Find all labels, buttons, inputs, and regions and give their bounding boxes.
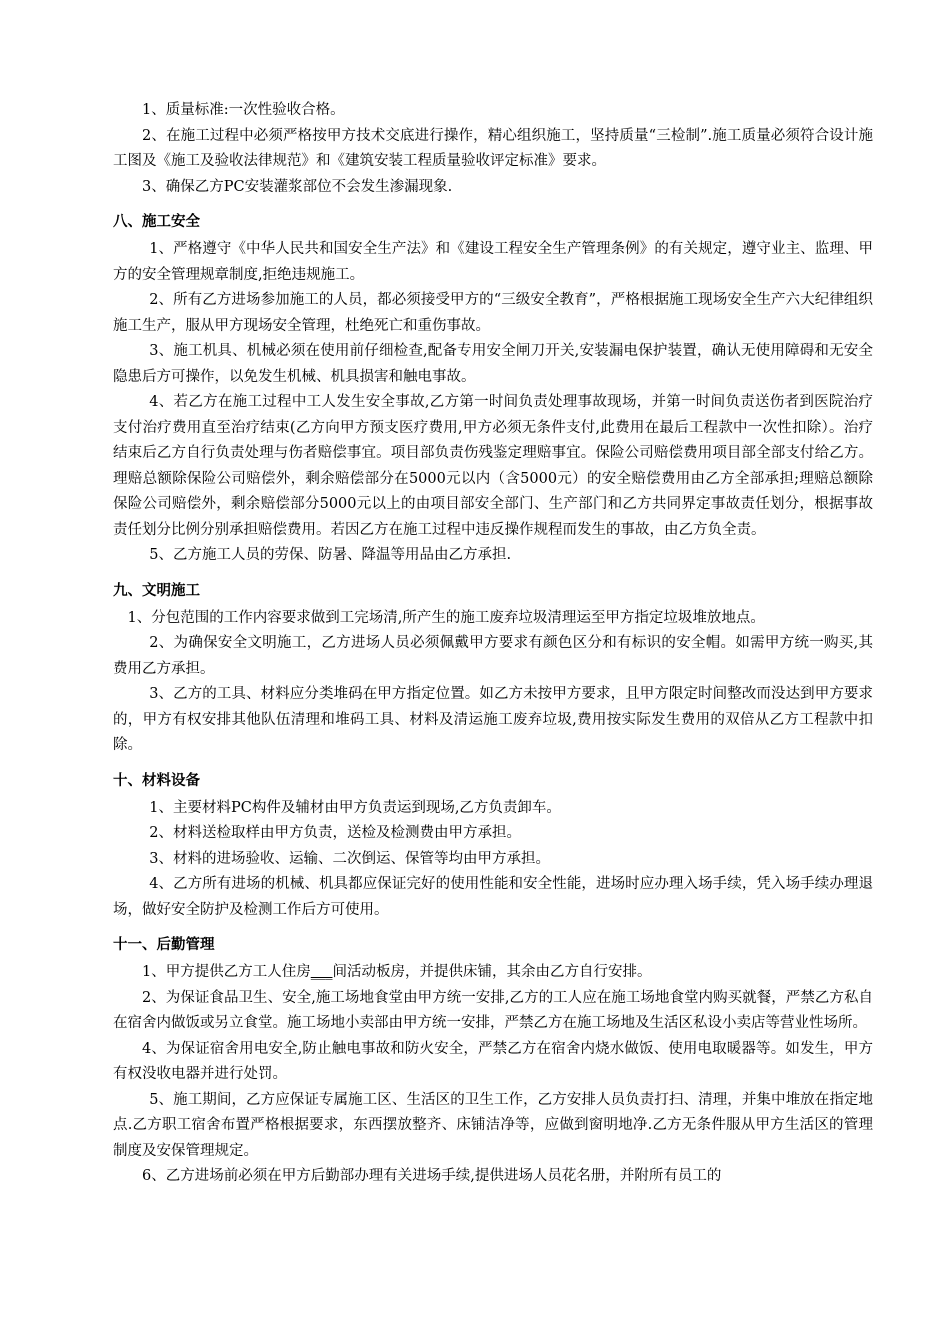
document-body: [113, 98, 873, 1190]
section-heading-safety: 八、施工安全: [113, 214, 200, 230]
section-heading-materials: 十、材料设备: [113, 772, 200, 789]
safety-item-4: 4、若乙方在施工过程中工人发生安全事故,乙方第一时间负责处理事故现场，并第一时间负责送伤者到医院治疗支付治疗费用直至治疗结束(乙方向甲方预支医疗费用,甲方必须无条件支付,此费用在最后工程款中一次性扣除）。治疗结束后乙方自行负责处理与伤者赔偿事宜。项目部负责伤残鉴定理赔事宜。保险公司赔偿费用项目部全部支付给乙方。理赔总额除保险公司赔偿外，剩余赔偿部分在5000元以内（含5000元）的安全赔偿费用由乙方全部承担;理赔总额除保险公司赔偿外，剩余赔偿部分5000元以上的由项目部安全部门、生产部门和乙方共同界定事故责任划分，根据事故责任划分比例分别承担赔偿费用。若因乙方在施工过程中违反操作规程而发生的事故，由乙方负全责。: [113, 394, 873, 538]
safety-item-1: 1、严格遵守《中华人民共和国安全生产法》和《建设工程安全生产管理条例》的有关规定，遵守业主、监理、甲方的安全管理规章制度,拒绝违规施工。: [113, 241, 873, 283]
logistics-item-5: 5、施工期间，乙方应保证专属施工区、生活区的卫生工作，乙方安排人员负责打扫、清理，并集中堆放在指定地点.乙方职工宿舍布置严格根据要求，东西摆放整齐、床铺洁净等，应做到窗明地净.乙方无条件服从甲方生活区的管理制度及安保管理规定。: [113, 1091, 873, 1159]
quality-item-1: 1、质量标准:一次性验收合格。: [142, 102, 345, 118]
logistics-item-2: 2、为保证食品卫生、安全,施工场地食堂由甲方统一安排,乙方的工人应在施工场地食堂内购买就餐，严禁乙方私自在宿舍内做饭或另立食堂。施工场地小卖部由甲方统一安排，严禁乙方在施工场地及生活区私设小卖店等营业性场所。: [113, 989, 873, 1031]
quality-item-2: 2、在施工过程中必须严格按甲方技术交底进行操作，精心组织施工，坚持质量“三检制”.施工质量必须符合设计施工图及《施工及验收法律规范》和《建筑安装工程质量验收评定标准》要求。: [113, 127, 873, 169]
logistics-item-6: 6、乙方进场前必须在甲方后勤部办理有关进场手续,提供进场人员花名册，并附所有员工的: [142, 1168, 722, 1184]
safety-item-2: 2、所有乙方进场参加施工的人员，都必须接受甲方的“三级安全教育”，严格根据施工现场安全生产六大纪律组织施工生产，服从甲方现场安全管理，杜绝死亡和重伤事故。: [113, 292, 873, 334]
logistics-item-1-after: 间活动板房，并提供床铺，其余由乙方自行安排。: [332, 964, 652, 980]
materials-item-4: 4、乙方所有进场的机械、机具都应保证完好的使用性能和安全性能，进场时应办理入场手续，凭入场手续办理退场，做好安全防护及检测工作后方可使用。: [113, 876, 873, 918]
room-count-blank: ___: [310, 964, 333, 980]
civilized-item-3: 3、乙方的工具、材料应分类堆码在甲方指定位置。如乙方未按甲方要求，且甲方限定时间整改而没达到甲方要求的，甲方有权安排其他队伍清理和堆码工具、材料及清运施工废弃垃圾,费用按实际发生费用的双倍从乙方工程款中扣除。: [113, 686, 873, 753]
safety-item-5: 5、乙方施工人员的劳保、防暑、降温等用品由乙方承担.: [149, 547, 512, 563]
materials-item-3: 3、材料的进场验收、运输、二次倒运、保管等均由甲方承担。: [149, 850, 550, 867]
civilized-item-2: 2、为确保安全文明施工，乙方进场人员必须佩戴甲方要求有颜色区分和有标识的安全帽。如需甲方统一购买,其费用乙方承担。: [113, 635, 873, 677]
section-heading-civilized-construction: 九、文明施工: [113, 582, 200, 599]
section-heading-logistics: 十一、后勤管理: [113, 937, 215, 953]
materials-item-2: 2、材料送检取样由甲方负责，送检及检测费由甲方承担。: [149, 825, 521, 841]
safety-item-3: 3、施工机具、机械必须在使用前仔细检查,配备专用安全闸刀开关,安装漏电保护装置，确认无使用障碍和无安全隐患后方可操作，以免发生机械、机具损害和触电事故。: [113, 343, 873, 385]
logistics-item-1: [113, 960, 873, 986]
civilized-item-1: 1、分包范围的工作内容要求做到工完场清,所产生的施工废弃垃圾清理运至甲方指定垃圾堆放地点。: [127, 609, 765, 626]
materials-item-1: 1、主要材料PC构件及辅材由甲方负责运到现场,乙方负责卸车。: [149, 799, 561, 816]
quality-item-3: 3、确保乙方PC安装灌浆部位不会发生渗漏现象.: [142, 178, 453, 195]
logistics-item-4: 4、为保证宿舍用电安全,防止触电事故和防火安全，严禁乙方在宿舍内烧水做饭、使用电取暖器等。如发生，甲方有权没收电器并进行处罚。: [113, 1040, 873, 1082]
logistics-item-1-before: 1、甲方提供乙方工人住房: [142, 964, 311, 980]
